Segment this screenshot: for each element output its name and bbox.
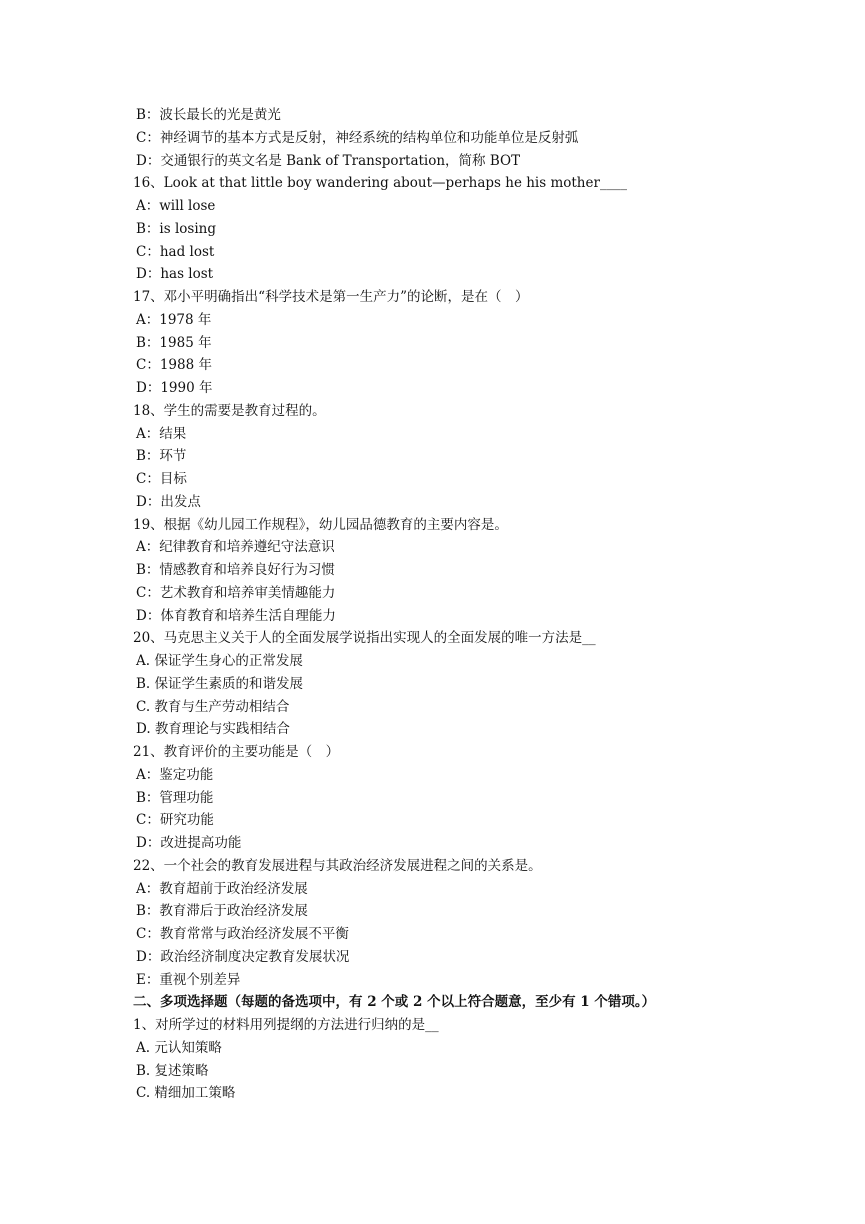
answer-option: B：波长最长的光是黄光 — [136, 107, 281, 123]
answer-option: B：1985 年 — [136, 334, 212, 351]
answer-option: C：研究功能 — [136, 812, 214, 829]
answer-option: C：had lost — [136, 243, 215, 260]
answer-option: A：教育超前于政治经济发展 — [136, 880, 308, 897]
question-text: 22、一个社会的教育发展进程与其政治经济发展进程之间的关系是。 — [133, 857, 542, 874]
question-text: 21、教育评价的主要功能是（ ） — [133, 744, 340, 760]
answer-option: B. 复述策略 — [136, 1062, 209, 1079]
answer-option: D：has lost — [136, 266, 214, 283]
answer-option: D：体育教育和培养生活自理能力 — [136, 607, 336, 624]
answer-option: A：will lose — [136, 198, 216, 214]
question-text: 17、邓小平明确指出“科学技术是第一生产力”的论断，是在（ ） — [133, 289, 529, 305]
answer-option: A. 保证学生身心的正常发展 — [136, 653, 303, 669]
section-heading: 二、多项选择题（每题的备选项中，有 2 个或 2 个以上符合题意，至少有 1 个错项。） — [133, 994, 656, 1011]
question-text: 18、学生的需要是教育过程的。 — [133, 402, 326, 419]
answer-option: C：目标 — [136, 471, 187, 487]
answer-option: D：出发点 — [136, 493, 201, 510]
answer-option: C：教育常常与政治经济发展不平衡 — [136, 926, 349, 942]
answer-option: C：艺术教育和培养审美情趣能力 — [136, 584, 336, 601]
answer-option: B：环节 — [136, 448, 187, 465]
answer-option: D：交通银行的英文名是 Bank of Transportation，简称 BOT — [136, 152, 521, 169]
exam-content — [133, 104, 833, 1105]
answer-option: D：改进提高功能 — [136, 835, 242, 851]
answer-option: C. 精细加工策略 — [136, 1085, 236, 1102]
answer-option: B：is losing — [136, 220, 216, 237]
answer-option: A：鉴定功能 — [136, 766, 214, 783]
answer-option: B. 保证学生素质的和谐发展 — [136, 675, 304, 692]
answer-option: D：1990 年 — [136, 380, 213, 396]
answer-option: D：政治经济制度决定教育发展状况 — [136, 948, 350, 965]
answer-option: C：1988 年 — [136, 357, 212, 374]
answer-option: C. 教育与生产劳动相结合 — [136, 698, 290, 715]
answer-option: E：重视个别差异 — [136, 971, 241, 988]
answer-option: A. 元认知策略 — [136, 1039, 222, 1056]
answer-option: B：情感教育和培养良好行为习惯 — [136, 562, 335, 578]
question-text: 16、Look at that little boy wandering about—perhaps he his mother____ — [133, 175, 627, 192]
answer-option: A：结果 — [136, 425, 187, 442]
question-text: 20、马克思主义关于人的全面发展学说指出实现人的全面发展的唯一方法是__ — [133, 630, 596, 647]
answer-option: A：1978 年 — [136, 311, 212, 328]
answer-option: D. 教育理论与实践相结合 — [136, 721, 290, 738]
answer-option: B：教育滞后于政治经济发展 — [136, 903, 308, 920]
question-text: 1、对所学过的材料用列提纲的方法进行归纳的是__ — [133, 1017, 439, 1033]
answer-option: C：神经调节的基本方式是反射，神经系统的结构单位和功能单位是反射弧 — [136, 129, 579, 146]
answer-option: B：管理功能 — [136, 789, 214, 806]
answer-option: A：纪律教育和培养遵纪守法意识 — [136, 539, 335, 556]
question-text: 19、根据《幼儿园工作规程》，幼儿园品德教育的主要内容是。 — [133, 516, 508, 533]
